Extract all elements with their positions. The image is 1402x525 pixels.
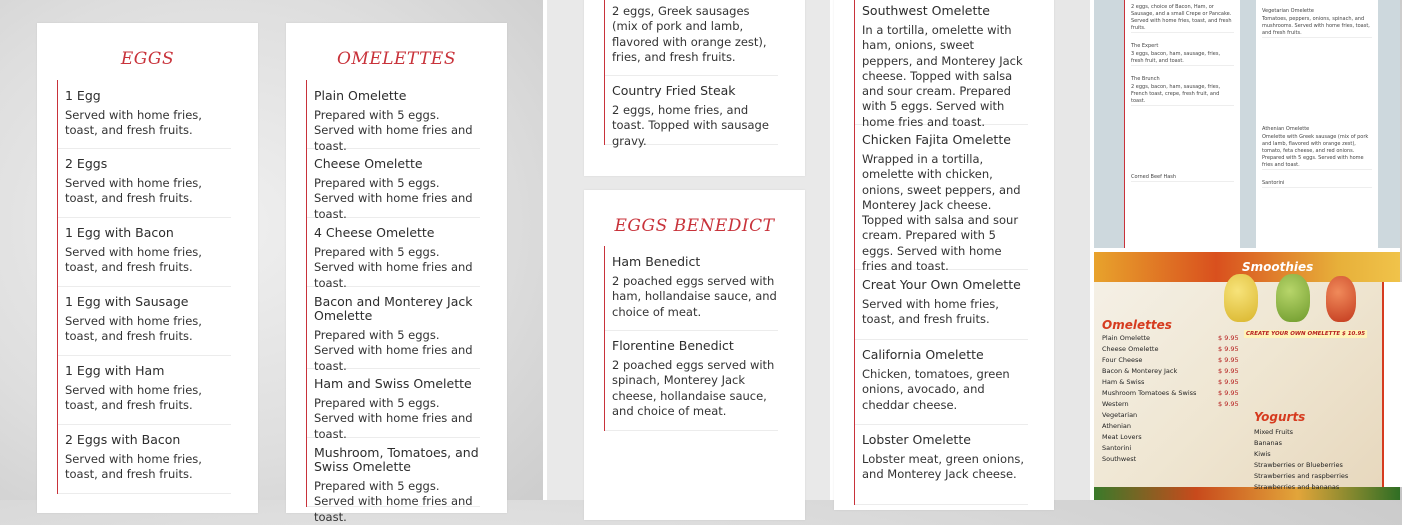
menu-item-name: 1 Egg — [65, 88, 101, 103]
eggs-title: EGGS — [120, 49, 175, 69]
menu-item — [855, 125, 1028, 274]
menu-photo-yogurt-item: Strawberries and raspberries — [1254, 472, 1349, 480]
menu-photo-line: Western — [1102, 400, 1129, 408]
menu-photo-price: $ 9.95 — [1218, 367, 1239, 375]
menu-item-name: Lobster Omelette — [862, 432, 971, 447]
menu-item — [855, 270, 1028, 340]
menu-item-description: 2 eggs, bacon, ham, sausage, fries, French toast, crepe, fresh fruit, and toast. — [1131, 84, 1221, 104]
menu-item-description: 2 eggs, home fries, and toast. Topped with sausage gravy. — [612, 103, 769, 148]
menu-photo-yogurt-item: Kiwis — [1254, 450, 1271, 458]
menu-item-description: Prepared with 5 eggs. Served with home fries and toast. — [314, 328, 473, 373]
menu-item-description: 2 eggs, choice of Bacon, Ham, or Sausage, and a small Crepe or Pancake. Served with home fries, toast, and fresh fruits. — [1131, 4, 1232, 31]
benedict-items-list — [604, 246, 778, 431]
menu-photo-line: Mushroom Tomatoes & Swiss — [1102, 389, 1197, 397]
menu-item-description: Wrapped in a tortilla, omelette with chicken, onions, sweet peppers, and Monterey Jack cheese. Topped with salsa and sour cream. Prepared with 5 eggs. Served with home fries and toast. — [862, 152, 1021, 274]
smoothie-drink-red — [1326, 276, 1356, 322]
menu-photo-line: Vegetarian — [1102, 411, 1138, 419]
menu-photo-thumbnail[interactable] — [1094, 252, 1400, 500]
menu-pages-thumbnail[interactable] — [1094, 0, 1400, 248]
menu-photo-smoothies-heading: Smoothies — [1242, 260, 1314, 274]
benedict-card — [584, 190, 805, 520]
menu-item-name: Cheese Omelette — [314, 156, 423, 171]
menu-item — [1262, 8, 1372, 38]
menu-item-description: Prepared with 5 eggs. Served with home fries and toast. — [314, 245, 473, 290]
menu-photo-omelettes-heading: Omelettes — [1102, 318, 1172, 332]
menu-item-name: Ham Benedict — [612, 254, 701, 269]
menu-item-description: Lobster meat, green onions, and Monterey Jack cheese. — [862, 452, 1025, 482]
menu-item-description: Prepared with 5 eggs. Served with home fries and toast. — [314, 176, 473, 221]
menu-photo-line: Ham & Swiss — [1102, 378, 1145, 386]
menu-photo-price: $ 9.95 — [1218, 334, 1239, 342]
menu-photo-prices — [1218, 334, 1242, 411]
menu-item — [605, 331, 778, 431]
menu-photo-yogurt-item: Strawberries and bananas — [1254, 483, 1340, 491]
menu-screenshot-eggs-omelettes — [0, 0, 543, 524]
menu-item-name: Chicken Fajita Omelette — [862, 132, 1011, 147]
menu-photo-line: Four Cheese — [1102, 356, 1143, 364]
menu-item — [855, 340, 1028, 425]
menu-item — [307, 438, 480, 524]
menu-screenshot-benedict — [547, 0, 830, 500]
menu-item — [1131, 43, 1234, 66]
menu-item-name: Ham and Swiss Omelette — [314, 376, 472, 391]
menu-photo-yogurt-items — [1254, 428, 1364, 494]
menu-photo-price: $ 9.95 — [1218, 389, 1239, 397]
menu-item-name: 2 Eggs with Bacon — [65, 432, 181, 447]
breakfast-items-list — [604, 0, 778, 148]
menu-item — [1262, 180, 1372, 188]
menu-item — [605, 246, 778, 331]
omelettes2-card — [834, 0, 1054, 510]
smoothie-drink-yellow — [1224, 274, 1258, 322]
smoothie-drink-green — [1276, 274, 1310, 322]
menu-photo-create-title: CREATE YOUR OWN OMELETTE $ 10.95 — [1246, 331, 1366, 337]
menu-item-description: Served with home fries, toast, and fresh fruits. — [65, 176, 202, 206]
omelettes-items-list — [306, 80, 480, 524]
menu-item — [1131, 4, 1234, 33]
menu-item-name: Vegetarian Omelette — [1262, 8, 1314, 14]
menu-item-name: Florentine Benedict — [612, 338, 734, 353]
menu-photo-price: $ 9.95 — [1218, 356, 1239, 364]
eggs-card — [37, 23, 258, 513]
menu-item-name: Athenian Omelette — [1262, 126, 1310, 132]
menu-item — [307, 149, 480, 221]
menu-item — [307, 80, 480, 153]
menu-item — [58, 287, 231, 356]
menu-item-name: 2 Eggs — [65, 156, 108, 171]
menu-item-name: 4 Cheese Omelette — [314, 225, 435, 240]
menu-item — [1131, 76, 1234, 106]
menu-item-name: 1 Egg with Bacon — [65, 225, 174, 240]
menu-photo-price: $ 9.95 — [1218, 378, 1239, 386]
menu-item-description: Prepared with 5 eggs. Served with home fries and toast. — [314, 479, 473, 524]
menu-item — [855, 0, 1028, 129]
menu-item-description: Chicken, tomatoes, green onions, avocado, and cheddar cheese. — [862, 367, 1010, 412]
menu-photo-line: Santorini — [1102, 444, 1132, 452]
menu-item-description: Served with home fries, toast, and fresh fruits. — [65, 383, 202, 413]
benedict-title: EGGS BENEDICT — [614, 216, 775, 236]
menu-item-name: California Omelette — [862, 347, 984, 362]
menu-item-name: The Expert — [1131, 43, 1159, 49]
menu-photo-line: Cheese Omelette — [1102, 345, 1159, 353]
menu-item-description: Tomatoes, peppers, onions, spinach, and mushrooms. Served with home fries, toast, and fresh fruits. — [1262, 16, 1370, 36]
menu-item-description: 2 poached eggs served with spinach, Monterey Jack cheese, hollandaise sauce, and choice of meat. — [612, 358, 775, 418]
menu-photo-line: Southwest — [1102, 455, 1137, 463]
menu-screenshot-omelettes-continued — [834, 0, 1090, 500]
menu-photo-line: Meat Lovers — [1102, 433, 1142, 441]
menu-item — [58, 149, 231, 218]
menu-item — [1262, 126, 1372, 170]
menu-photo-line: Plain Omelette — [1102, 334, 1151, 342]
eggs-items-list — [57, 80, 231, 494]
menu-item-name: Country Fried Steak — [612, 83, 736, 98]
menu-photo-yogurt-item: Mixed Fruits — [1254, 428, 1294, 436]
menu-photo-price: $ 9.95 — [1218, 345, 1239, 353]
menu-item-name: Plain Omelette — [314, 88, 407, 103]
menu-item — [58, 80, 231, 149]
menu-item — [1131, 174, 1234, 182]
menu-item — [58, 356, 231, 425]
menu-photo-yogurt-item: Strawberries or Blueberries — [1254, 461, 1343, 469]
menu-item-description: Served with home fries, toast, and fresh fruits. — [65, 452, 202, 482]
menu-item — [855, 425, 1028, 505]
menu-item — [307, 218, 480, 290]
menu-photo-lines — [1102, 334, 1212, 466]
menu-item-description: 3 eggs, bacon, ham, sausage, fries, fresh fruit, and toast. — [1131, 51, 1221, 64]
menu-item-description: Prepared with 5 eggs. Served with home fries and toast. — [314, 396, 473, 441]
menu-item-description: Served with home fries, toast, and fresh fruits. — [65, 314, 202, 344]
menu-item — [307, 369, 480, 441]
menu-photo-line: Athenian — [1102, 422, 1132, 430]
menu-item-description: 2 eggs, Greek sausages (mix of pork and lamb, flavored with orange zest), fries, and fresh fruits. — [612, 4, 767, 64]
menu-item-name: Santorini — [1262, 180, 1285, 186]
menu-item-description: Served with home fries, toast, and fresh fruits. — [862, 297, 999, 327]
menu-item-name: Creat Your Own Omelette — [862, 277, 1021, 292]
menu-item-description: Omelette with Greek sausage (mix of pork and lamb, flavored with orange zest), tomato, feta cheese, and red onions. Prepared with 5 eggs. Served with home fries and toast. — [1262, 134, 1369, 168]
menu-page-left — [1124, 0, 1240, 248]
omelettes2-items-list — [854, 0, 1028, 505]
menu-item-description: Served with home fries, toast, and fresh fruits. — [65, 108, 202, 138]
menu-item — [307, 287, 480, 373]
omelettes-card — [286, 23, 507, 524]
breakfast-card — [584, 0, 805, 176]
menu-item-description: Served with home fries, toast, and fresh fruits. — [65, 245, 202, 275]
menu-item-description: Prepared with 5 eggs. Served with home fries and toast. — [314, 108, 473, 153]
omelettes-title: OMELETTES — [336, 49, 456, 69]
menu-photo-yogurts-heading: Yogurts — [1254, 410, 1306, 424]
menu-item — [605, 0, 778, 76]
menu-item-name: 1 Egg with Sausage — [65, 294, 189, 309]
menu-item-description: In a tortilla, omelette with ham, onions, sweet peppers, and Monterey Jack cheese. Topped with salsa and sour cream. Prepared with 5 eggs. Served with home fries and toast. — [862, 23, 1023, 129]
menu-photo-yogurt-item: Bananas — [1254, 439, 1283, 447]
menu-item-name: Southwest Omelette — [862, 3, 990, 18]
menu-photo-price: $ 9.95 — [1218, 400, 1239, 408]
menu-photo-line: Bacon & Monterey Jack — [1102, 367, 1178, 375]
menu-item — [605, 76, 778, 148]
menu-item-name: Bacon and Monterey Jack Omelette — [314, 294, 473, 323]
menu-item-description: 2 poached eggs served with ham, hollandaise sauce, and choice of meat. — [612, 274, 777, 319]
menu-page-right — [1256, 0, 1378, 248]
menu-item-name: The Brunch — [1131, 76, 1160, 82]
menu-item-name: 1 Egg with Ham — [65, 363, 165, 378]
menu-item — [58, 425, 231, 494]
menu-item-name: Corned Beef Hash — [1131, 174, 1177, 180]
menu-item-name: Mushroom, Tomatoes, and Swiss Omelette — [314, 445, 479, 474]
menu-item — [58, 218, 231, 287]
